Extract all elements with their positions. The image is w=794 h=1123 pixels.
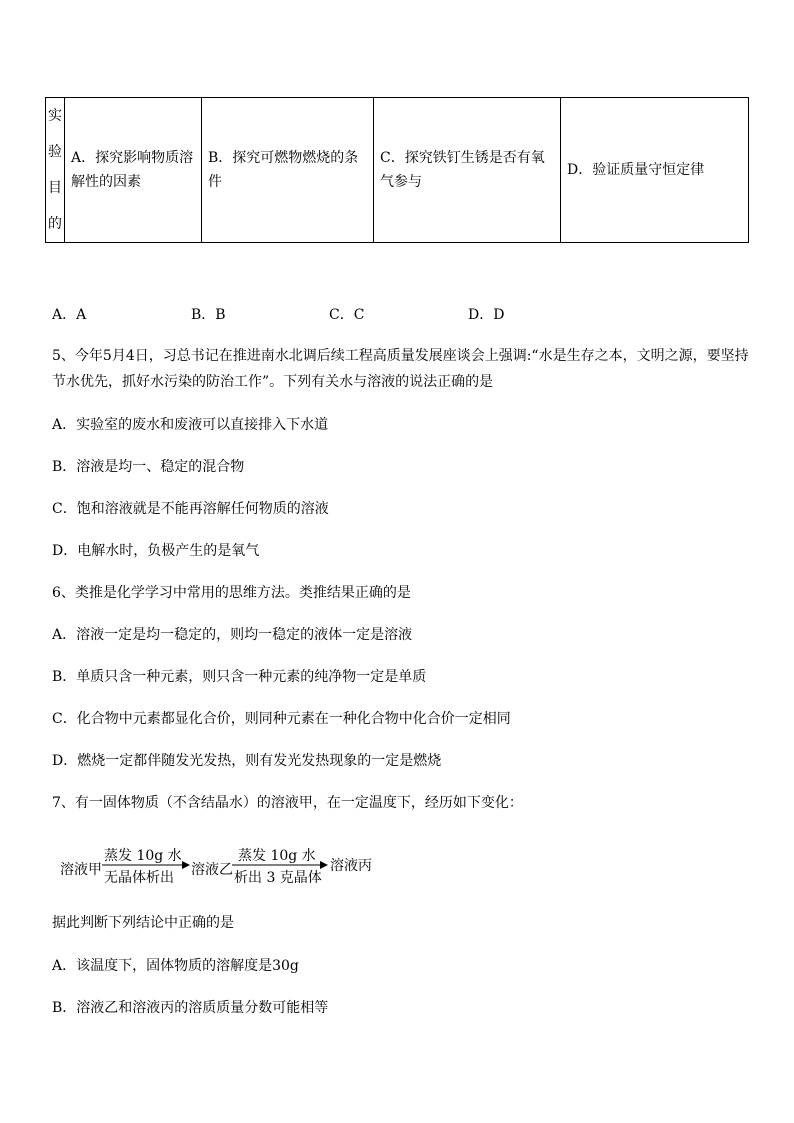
step1-top-label: 蒸发 10g 水 [104,848,182,864]
q4-option-a: A．A [52,307,87,323]
step2-top-label: 蒸发 10g 水 [238,848,316,864]
q6-option-c: C．化合物中元素都显化合价，则同种元素在一种化合物中化合价一定相同 [52,711,511,727]
q6-stem: 6、类推是化学学习中常用的思维方法。类推结果正确的是 [52,585,411,601]
row-header-char: 目 [48,180,62,196]
table-cell-b: B．探究可燃物燃烧的条件 [202,98,374,243]
q7-stem: 7、有一固体物质（不含结晶水）的溶液甲，在一定温度下，经历如下变化： [52,795,523,811]
q5-stem: 5、今年5月4日，习总书记在推进南水北调后续工程高质量发展座谈会上强调:“水是生存之本，文明之源，要坚持节水优先，抓好水污染的防治工作”。下列有关水与溶液的说法正确的是 [52,348,749,390]
solution-b-label: 溶液乙 [191,862,233,878]
q5-option-b: B．溶液是均一、稳定的混合物 [52,459,245,475]
q5-option-a: A．实验室的废水和废液可以直接排入下水道 [52,417,329,433]
q6-option-b: B．单质只含一种元素，则只含一种元素的纯净物一定是单质 [52,669,427,685]
row-header-char: 的 [48,216,62,232]
row-header-cell [46,98,65,243]
q5-option-c: C．饱和溶液就是不能再溶解任何物质的溶液 [52,501,329,517]
table-cell-c: C．探究铁钉生锈是否有氧气参与 [374,98,561,243]
table-cell-a: A．探究影响物质溶解性的因素 [65,98,202,243]
q4-option-d: D．D [468,307,505,323]
q5-option-d: D．电解水时，负极产生的是氧气 [52,543,260,559]
q6-option-a: A．溶液一定是均一稳定的，则均一稳定的液体一定是溶液 [52,627,413,643]
table-cell-d: D．验证质量守恒定律 [561,98,749,243]
table-row [46,98,749,243]
q7-prompt: 据此判断下列结论中正确的是 [52,915,234,931]
q4-options [52,304,572,326]
q7-option-b: B．溶液乙和溶液丙的溶质质量分数可能相等 [52,1000,329,1016]
q4-option-c: C．C [329,307,365,323]
solution-a-label: 溶液甲 [60,862,102,878]
q7-option-a: A．该温度下，固体物质的溶解度是30g [52,958,299,974]
evaporation-diagram [58,843,388,887]
step2-bottom-label: 析出 3 克晶体 [234,870,322,886]
step1-bottom-label: 无晶体析出 [104,870,174,886]
row-header-char: 实 [48,108,62,124]
solution-c-label: 溶液丙 [330,858,372,874]
experiment-table [45,97,749,243]
q4-option-b: B．B [191,307,226,323]
q6-option-d: D．燃烧一定都伴随发光发热，则有发光发热现象的一定是燃烧 [52,753,442,769]
row-header-char: 验 [48,144,62,160]
